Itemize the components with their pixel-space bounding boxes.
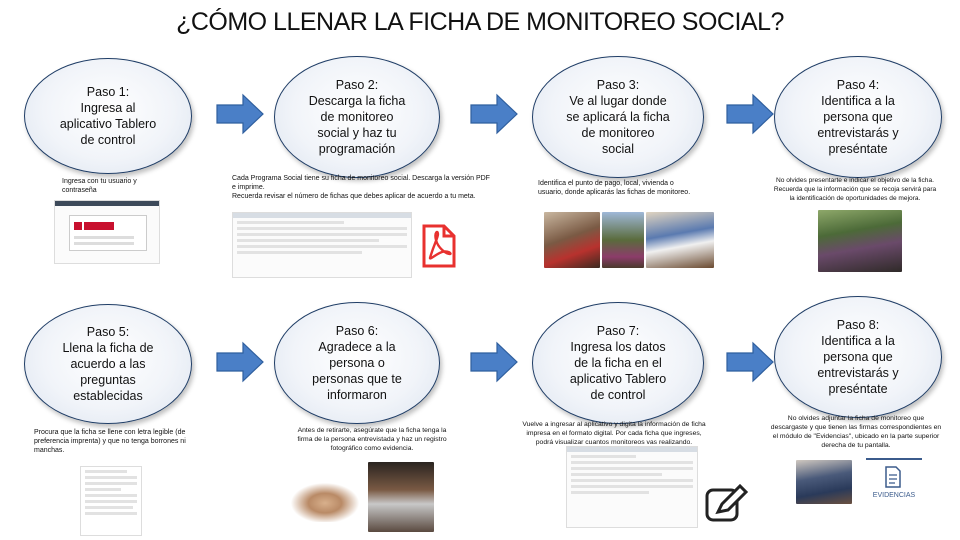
handshake-photo (286, 480, 364, 522)
community-photo (602, 212, 644, 268)
step-4-ellipse (774, 56, 942, 178)
community-photo (646, 212, 714, 268)
evidence-button[interactable] (866, 458, 922, 512)
edit-icon (704, 484, 750, 524)
page-title: ¿CÓMO LLENAR LA FICHA DE MONITOREO SOCIAL? (176, 8, 784, 36)
step-2-label: Paso 2: Descarga la ficha de monitoreo social y haz tu programación (308, 78, 406, 156)
step-7-description: Vuelve a ingresar al aplicativo y digita la información de ficha impresa en el formato digital. Por cada ficha que ingreses, podrá visualizar cuantos monitoreos vas realizando. (522, 421, 706, 446)
arrow-right-icon (726, 341, 774, 383)
evidence-photo (796, 460, 852, 504)
step-8-description: No olvides adjuntar la ficha de monitoreo que descargaste y que tienen las firmas correspondientes en el módulo de "Evidencias", ubicado en la parte superior derecha de tu pantalla. (770, 415, 942, 449)
step-6-label: Paso 6: Agradece a la persona o personas que te informaron (312, 324, 402, 402)
form-document (80, 466, 142, 536)
dashboard-screenshot (232, 212, 412, 278)
step-3-label: Paso 3: Ve al lugar donde se aplicará la ficha de monitoreo social (566, 78, 670, 156)
login-screenshot (54, 200, 160, 264)
step-3-ellipse (532, 56, 704, 178)
arrow-right-icon (470, 341, 518, 383)
step-4-label: Paso 4: Identifica a la persona que entrevistarás y preséntate (817, 78, 899, 156)
app-screenshot (566, 446, 698, 528)
phone-photo (368, 462, 434, 532)
step-8-ellipse (774, 296, 942, 418)
document-icon (884, 466, 902, 488)
step-1-label: Paso 1: Ingresa al aplicativo Tablero de control (59, 85, 157, 147)
step-7-ellipse (532, 302, 704, 424)
step-3-description: Identifica el punto de pago, local, vivienda o usuario, donde aplicarás las fichas de monitoreo. (538, 180, 691, 196)
step-5-label: Paso 5: Llena la ficha de acuerdo a las preguntas establecidas (62, 325, 154, 403)
community-photo (544, 212, 600, 268)
step-4-description: No olvides presentarte e indicar el objetivo de la ficha. Recuerda que la información que se recoja servirá para la identificación de oportunidades de mejora. (773, 177, 937, 202)
interview-photo (818, 210, 902, 272)
arrow-right-icon (216, 93, 264, 135)
step-2-ellipse (274, 56, 440, 178)
step-1-description: Ingresa con tu usuario y contraseña (62, 178, 137, 194)
arrow-right-icon (216, 341, 264, 383)
step-8-label: Paso 8: Identifica a la persona que entrevistarás y preséntate (817, 318, 899, 396)
step-7-label: Paso 7: Ingresa los datos de la ficha en el aplicativo Tablero de control (569, 324, 667, 402)
step-6-description: Antes de retirarte, asegúrate que la ficha tenga la firma de la persona entrevistada y haz un registro fotográfico como evidencia. (297, 427, 447, 452)
evidence-label: EVIDENCIAS (872, 492, 916, 499)
arrow-right-icon (726, 93, 774, 135)
pdf-icon (418, 224, 458, 268)
step-1-ellipse (24, 58, 192, 174)
step-2-description: Cada Programa Social tiene su ficha de monitoreo social. Descarga la versión PDF e imprime. Recuerda revisar el número de fichas que debes aplicar de acuerdo a tu meta. (232, 175, 490, 200)
arrow-right-icon (470, 93, 518, 135)
step-5-description: Procura que la ficha se llene con letra legible (de preferencia imprenta) y que no tenga borrones ni manchas. (34, 429, 186, 454)
step-5-ellipse (24, 304, 192, 424)
step-6-ellipse (274, 302, 440, 424)
